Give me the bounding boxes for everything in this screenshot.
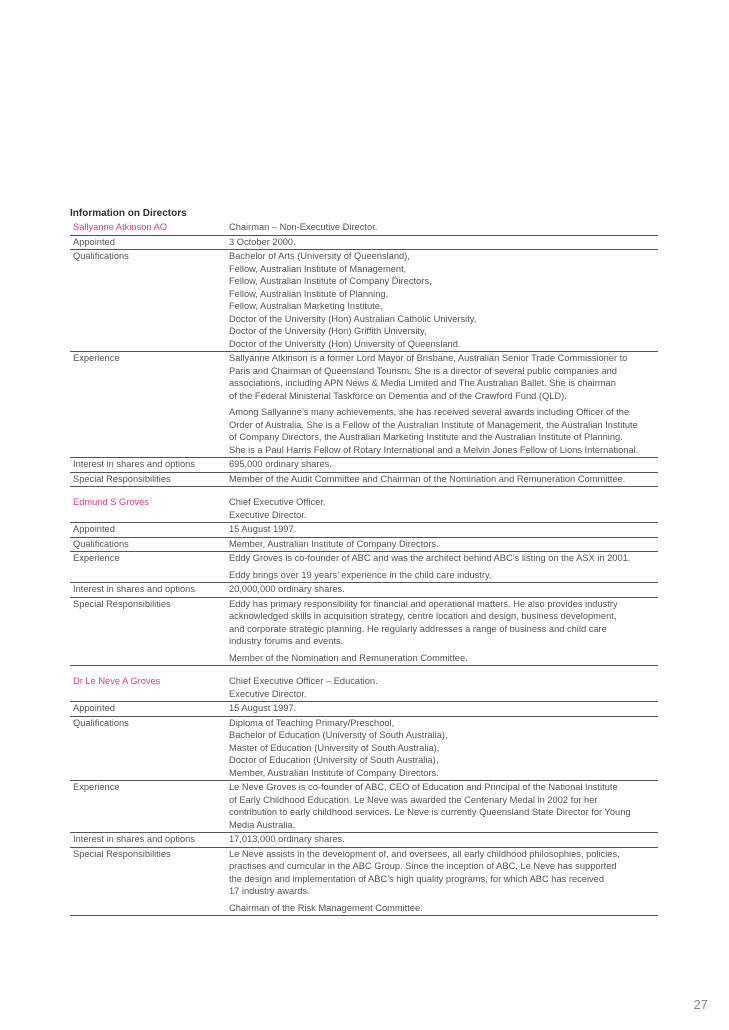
row-appointed (70, 236, 658, 251)
role-line: Chief Executive Officer. (229, 497, 326, 507)
row-value (229, 538, 658, 551)
value-line: Doctor of Education (University of South Australia), (229, 755, 439, 765)
value-paragraph (229, 538, 658, 551)
value-line: 17,013,000 ordinary shares. (229, 834, 345, 844)
row-value (229, 833, 658, 846)
value-line: Among Sallyanne’s many achievements, she has received several awards including Officer of the (229, 407, 630, 417)
director-role (229, 496, 658, 521)
value-line: industry forums and events. (229, 636, 344, 646)
value-line: Member of the Audit Committee and Chairman of the Nomination and Remuneration Committee. (229, 473, 626, 484)
value-line: Le Neve Groves is co-founder of ABC, CEO of Education and Principal of the National Institute (229, 782, 618, 792)
value-line: 15 August 1997. (229, 524, 297, 534)
director-role (229, 221, 658, 234)
role-line: Executive Director. (229, 688, 307, 699)
value-line: 695,000 ordinary shares. (229, 459, 332, 469)
value-paragraph (229, 652, 658, 665)
row-value (229, 848, 658, 915)
value-line: Media Australia. (229, 819, 296, 830)
row-value (229, 250, 658, 350)
row-label: Appointed (73, 524, 115, 534)
row-value (229, 473, 658, 486)
row-experience (70, 552, 658, 583)
director-role (229, 675, 658, 700)
director-name: Edmund S Groves (73, 497, 149, 507)
value-line: She is a Paul Harris Fellow of Rotary International and a Melvin Jones Fellow of Lions International. (229, 444, 639, 455)
value-paragraph (229, 569, 658, 582)
value-line: Fellow, Australian Marketing Institute, (229, 301, 383, 311)
value-paragraph (229, 352, 658, 402)
row-qualifications (70, 717, 658, 782)
role-line: Chairman – Non-Executive Director. (229, 222, 378, 232)
row-interest-in-shares-and-options (70, 833, 658, 848)
value-line: Doctor of the University (Hon) University of Queensland. (229, 338, 461, 349)
row-value (229, 352, 658, 456)
value-line: Bachelor of Education (University of South Australia), (229, 730, 448, 740)
row-value (229, 458, 658, 471)
value-line: contribution to early childhood services. Le Neve is currently Queensland State Director for Young (229, 807, 631, 817)
value-paragraph (229, 598, 658, 648)
row-label: Interest in shares and options (73, 834, 195, 844)
value-paragraph (229, 702, 658, 715)
row-value (229, 552, 658, 581)
value-line: Member of the Nomination and Remuneration Committee. (229, 652, 468, 663)
row-label: Qualifications (73, 251, 129, 261)
directors-list (70, 221, 658, 916)
director-name: Dr Le Neve A Groves (73, 676, 161, 686)
row-value (229, 583, 658, 596)
value-line: Paris and Chairman of Queensland Tourism. She is a director of several public companies and (229, 365, 617, 376)
value-paragraph (229, 717, 658, 780)
value-line: Diploma of Teaching Primary/Preschool, (229, 717, 395, 728)
director-block (70, 496, 658, 666)
value-line: Chairman of the Risk Management Committee. (229, 902, 423, 913)
row-label: Qualifications (73, 538, 129, 549)
row-experience (70, 781, 658, 833)
value-line: Eddy brings over 19 years’ experience in the child care industry. (229, 569, 492, 580)
value-paragraph (229, 523, 658, 536)
row-label: Interest in shares and options (73, 584, 195, 594)
value-line: Doctor of the University (Hon) Griffith University, (229, 326, 427, 336)
section-heading: Information on Directors (70, 208, 187, 219)
row-label: Interest in shares and options (73, 459, 195, 469)
value-paragraph (229, 781, 658, 831)
value-paragraph (229, 833, 658, 846)
value-line: and corporate strategic planning. He regularly addresses a range of business and child care (229, 623, 607, 634)
value-line: Eddy has primary responsibility for financial and operational matters. He also provides industry (229, 598, 618, 609)
row-experience (70, 352, 658, 458)
value-line: of Early Childhood Education. Le Neve was awarded the Centenary Medal in 2002 for her (229, 794, 598, 805)
director-header-row (70, 675, 658, 702)
value-line: 3 October 2000. (229, 236, 296, 247)
value-line: Le Neve assists in the development of, and oversees, all early childhood philosophies, policies, (229, 848, 620, 859)
directors-document (70, 207, 658, 916)
row-label: Experience (73, 553, 120, 563)
value-line: Order of Australia. She is a Fellow of the Australian Institute of Management, the Australian Institute (229, 419, 638, 430)
value-line: Fellow, Australian Institute of Management, (229, 263, 407, 274)
value-line: of Company Directors, the Australian Marketing Institute and the Australian Institute of Planning. (229, 432, 623, 442)
director-name: Sallyanne Atkinson AO (73, 222, 168, 232)
value-paragraph (229, 473, 658, 486)
row-label: Appointed (73, 236, 115, 247)
page-number: 27 (693, 997, 708, 1012)
row-special-responsibilities (70, 598, 658, 667)
value-paragraph (229, 236, 658, 249)
value-paragraph (229, 848, 658, 898)
value-paragraph (229, 583, 658, 596)
value-paragraph (229, 250, 658, 350)
row-label: Experience (73, 353, 120, 363)
value-paragraph (229, 406, 658, 456)
value-line: Member, Australian Institute of Company Directors. (229, 538, 439, 549)
row-label: Experience (73, 782, 120, 792)
value-line: 17 industry awards. (229, 886, 310, 896)
director-block (70, 221, 658, 487)
value-line: Member, Australian Institute of Company Directors. (229, 767, 439, 778)
value-line: Doctor of the University (Hon) Australian Catholic University, (229, 313, 477, 324)
director-header-row (70, 496, 658, 523)
row-value (229, 523, 658, 536)
value-line: Fellow, Australian Institute of Planning, (229, 288, 389, 299)
value-line: Master of Education (University of South Australia), (229, 742, 440, 753)
row-appointed (70, 523, 658, 538)
value-line: practises and curricular in the ABC Group. Since the inception of ABC, Le Neve has supported (229, 861, 617, 871)
value-line: of the Federal Ministerial Taskforce on Dementia and of the Crawford Fund (QLD). (229, 390, 567, 401)
row-label: Special Responsibilities (73, 598, 171, 609)
row-value (229, 702, 658, 715)
value-line: acknowledged skills in acquisition strategy, centre location and design, business development, (229, 611, 617, 621)
row-appointed (70, 702, 658, 717)
row-special-responsibilities (70, 848, 658, 917)
value-line: the design and implementation of ABC’s high quality programs, for which ABC has received (229, 873, 605, 884)
row-label: Special Responsibilities (73, 848, 171, 859)
value-paragraph (229, 902, 658, 915)
row-special-responsibilities (70, 473, 658, 488)
value-paragraph (229, 552, 658, 565)
row-value (229, 236, 658, 249)
row-label: Qualifications (73, 717, 129, 728)
row-qualifications (70, 538, 658, 553)
director-block (70, 675, 658, 916)
row-interest-in-shares-and-options (70, 458, 658, 473)
role-line: Chief Executive Officer – Education. (229, 676, 378, 686)
row-value (229, 598, 658, 665)
value-line: Sallyanne Atkinson is a former Lord Mayor of Brisbane, Australian Senior Trade Commissioner to (229, 353, 628, 363)
value-line: 15 August 1997. (229, 703, 297, 713)
value-line: Eddy Groves is co-founder of ABC and was the architect behind ABC’s listing on the ASX in 2001. (229, 553, 631, 563)
row-label: Appointed (73, 703, 115, 713)
row-value (229, 781, 658, 831)
row-interest-in-shares-and-options (70, 583, 658, 598)
row-label: Special Responsibilities (73, 473, 171, 484)
value-line: associations, including APN News & Media Limited and The Australian Ballet. She is chairman (229, 378, 616, 388)
role-line: Executive Director. (229, 509, 307, 520)
value-line: 20,000,000 ordinary shares. (229, 584, 345, 594)
row-value (229, 717, 658, 780)
director-header-row (70, 221, 658, 236)
row-qualifications (70, 250, 658, 352)
value-line: Bachelor of Arts (University of Queensland), (229, 251, 410, 261)
value-paragraph (229, 458, 658, 471)
value-line: Fellow, Australian Institute of Company Directors, (229, 276, 432, 286)
